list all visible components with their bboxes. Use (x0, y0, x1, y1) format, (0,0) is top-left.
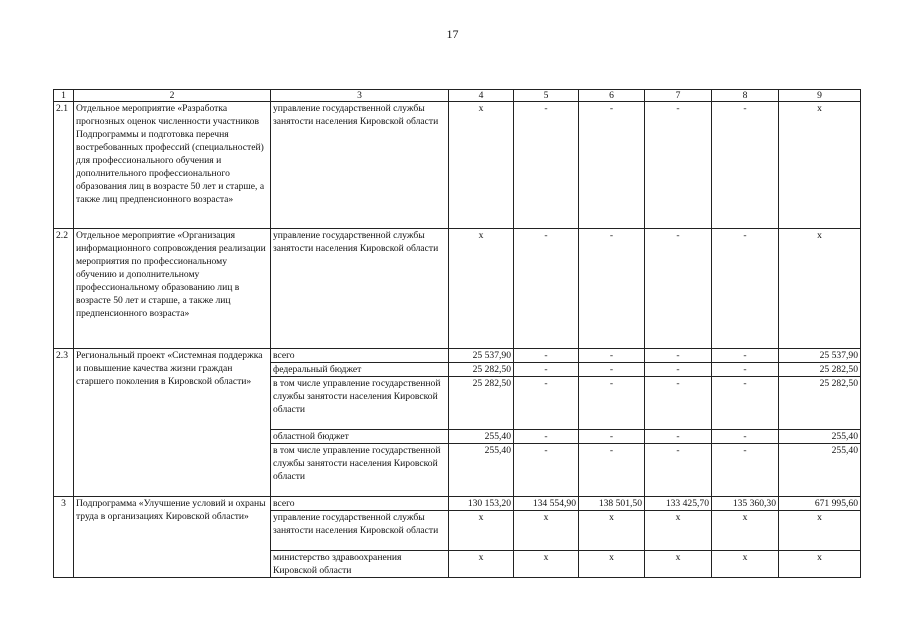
header-cell: 8 (712, 90, 779, 102)
table-row (54, 349, 861, 363)
executor: в том числе управление государственной службы занятости населения Кировской области (271, 377, 449, 430)
table-row (54, 102, 861, 229)
measure-name: Региональный проект «Системная поддержка и повышение качества жизни граждан старшего поколения в Кировской области» (74, 349, 271, 497)
row-number: 2.3 (54, 349, 74, 497)
value-cell: - (579, 363, 645, 377)
value-cell: 25 282,50 (449, 377, 514, 430)
value-cell: x (779, 102, 861, 229)
value-cell: 134 554,90 (514, 497, 579, 511)
value-cell: x (712, 551, 779, 578)
value-cell: x (779, 511, 861, 551)
value-cell: - (712, 229, 779, 349)
value-cell: - (645, 102, 712, 229)
value-cell: x (579, 511, 645, 551)
value-cell: x (449, 102, 514, 229)
value-cell: - (579, 430, 645, 444)
value-cell: - (579, 102, 645, 229)
value-cell: 25 537,90 (449, 349, 514, 363)
program-table (53, 89, 861, 578)
header-cell: 6 (579, 90, 645, 102)
value-cell: - (514, 363, 579, 377)
executor: областной бюджет (271, 430, 449, 444)
value-cell: - (514, 430, 579, 444)
executor: министерство здравоохранения Кировской области (271, 551, 449, 578)
header-cell: 4 (449, 90, 514, 102)
value-cell: x (514, 551, 579, 578)
value-cell: - (645, 377, 712, 430)
row-number: 2.2 (54, 229, 74, 349)
value-cell: 25 537,90 (779, 349, 861, 363)
value-cell: x (449, 551, 514, 578)
value-cell: - (645, 363, 712, 377)
value-cell: 130 153,20 (449, 497, 514, 511)
value-cell: - (712, 444, 779, 497)
value-cell: - (712, 102, 779, 229)
header-row (54, 90, 861, 102)
measure-name: Отдельное мероприятие «Организация информационного сопровождения реализации мероприятия по профессиональному обучению и дополнительному профессиональному образованию лиц в возрасте 50 лет и старше, а также лиц предпенсионного возраста» (74, 229, 271, 349)
value-cell: 255,40 (449, 430, 514, 444)
header-cell: 7 (645, 90, 712, 102)
header-cell: 9 (779, 90, 861, 102)
table-row (54, 497, 861, 511)
value-cell: - (579, 377, 645, 430)
executor: управление государственной службы занятости населения Кировской области (271, 229, 449, 349)
executor: всего (271, 349, 449, 363)
value-cell: - (712, 430, 779, 444)
value-cell: 255,40 (779, 430, 861, 444)
value-cell: x (779, 551, 861, 578)
value-cell: - (712, 377, 779, 430)
value-cell: - (514, 444, 579, 497)
value-cell: x (449, 511, 514, 551)
header-cell: 2 (74, 90, 271, 102)
row-number: 3 (54, 497, 74, 578)
value-cell: - (579, 229, 645, 349)
value-cell: x (645, 551, 712, 578)
header-cell: 1 (54, 90, 74, 102)
value-cell: - (712, 363, 779, 377)
value-cell: - (645, 349, 712, 363)
value-cell: x (779, 229, 861, 349)
value-cell: 135 360,30 (712, 497, 779, 511)
value-cell: - (514, 229, 579, 349)
value-cell: x (579, 551, 645, 578)
row-number: 2.1 (54, 102, 74, 229)
header-cell: 3 (271, 90, 449, 102)
value-cell: 25 282,50 (779, 377, 861, 430)
value-cell: 138 501,50 (579, 497, 645, 511)
value-cell: 255,40 (779, 444, 861, 497)
measure-name: Отдельное мероприятие «Разработка прогнозных оценок численности участников Подпрограммы и подготовка перечня востребованных профессий (специальностей) для профессионального обучения и дополнительного профессионального образования лиц в возрасте 50 лет и старше, а также лиц предпенсионного возраста» (74, 102, 271, 229)
executor: всего (271, 497, 449, 511)
page-number: 17 (446, 27, 459, 41)
header-cell: 5 (514, 90, 579, 102)
value-cell: x (712, 511, 779, 551)
value-cell: 671 995,60 (779, 497, 861, 511)
value-cell: 255,40 (449, 444, 514, 497)
executor: федеральный бюджет (271, 363, 449, 377)
value-cell: 25 282,50 (779, 363, 861, 377)
value-cell: x (514, 511, 579, 551)
value-cell: - (645, 444, 712, 497)
value-cell: 25 282,50 (449, 363, 514, 377)
value-cell: - (579, 349, 645, 363)
value-cell: - (514, 349, 579, 363)
executor: управление государственной службы занятости населения Кировской области (271, 102, 449, 229)
value-cell: - (579, 444, 645, 497)
value-cell: - (514, 102, 579, 229)
executor: в том числе управление государственной службы занятости населения Кировской области (271, 444, 449, 497)
value-cell: 133 425,70 (645, 497, 712, 511)
value-cell: x (449, 229, 514, 349)
value-cell: - (712, 349, 779, 363)
value-cell: - (645, 430, 712, 444)
executor: управление государственной службы занятости населения Кировской области (271, 511, 449, 551)
measure-name: Подпрограмма «Улучшение условий и охраны труда в организациях Кировской области» (74, 497, 271, 578)
value-cell: x (645, 511, 712, 551)
table-row (54, 229, 861, 349)
value-cell: - (645, 229, 712, 349)
value-cell: - (514, 377, 579, 430)
